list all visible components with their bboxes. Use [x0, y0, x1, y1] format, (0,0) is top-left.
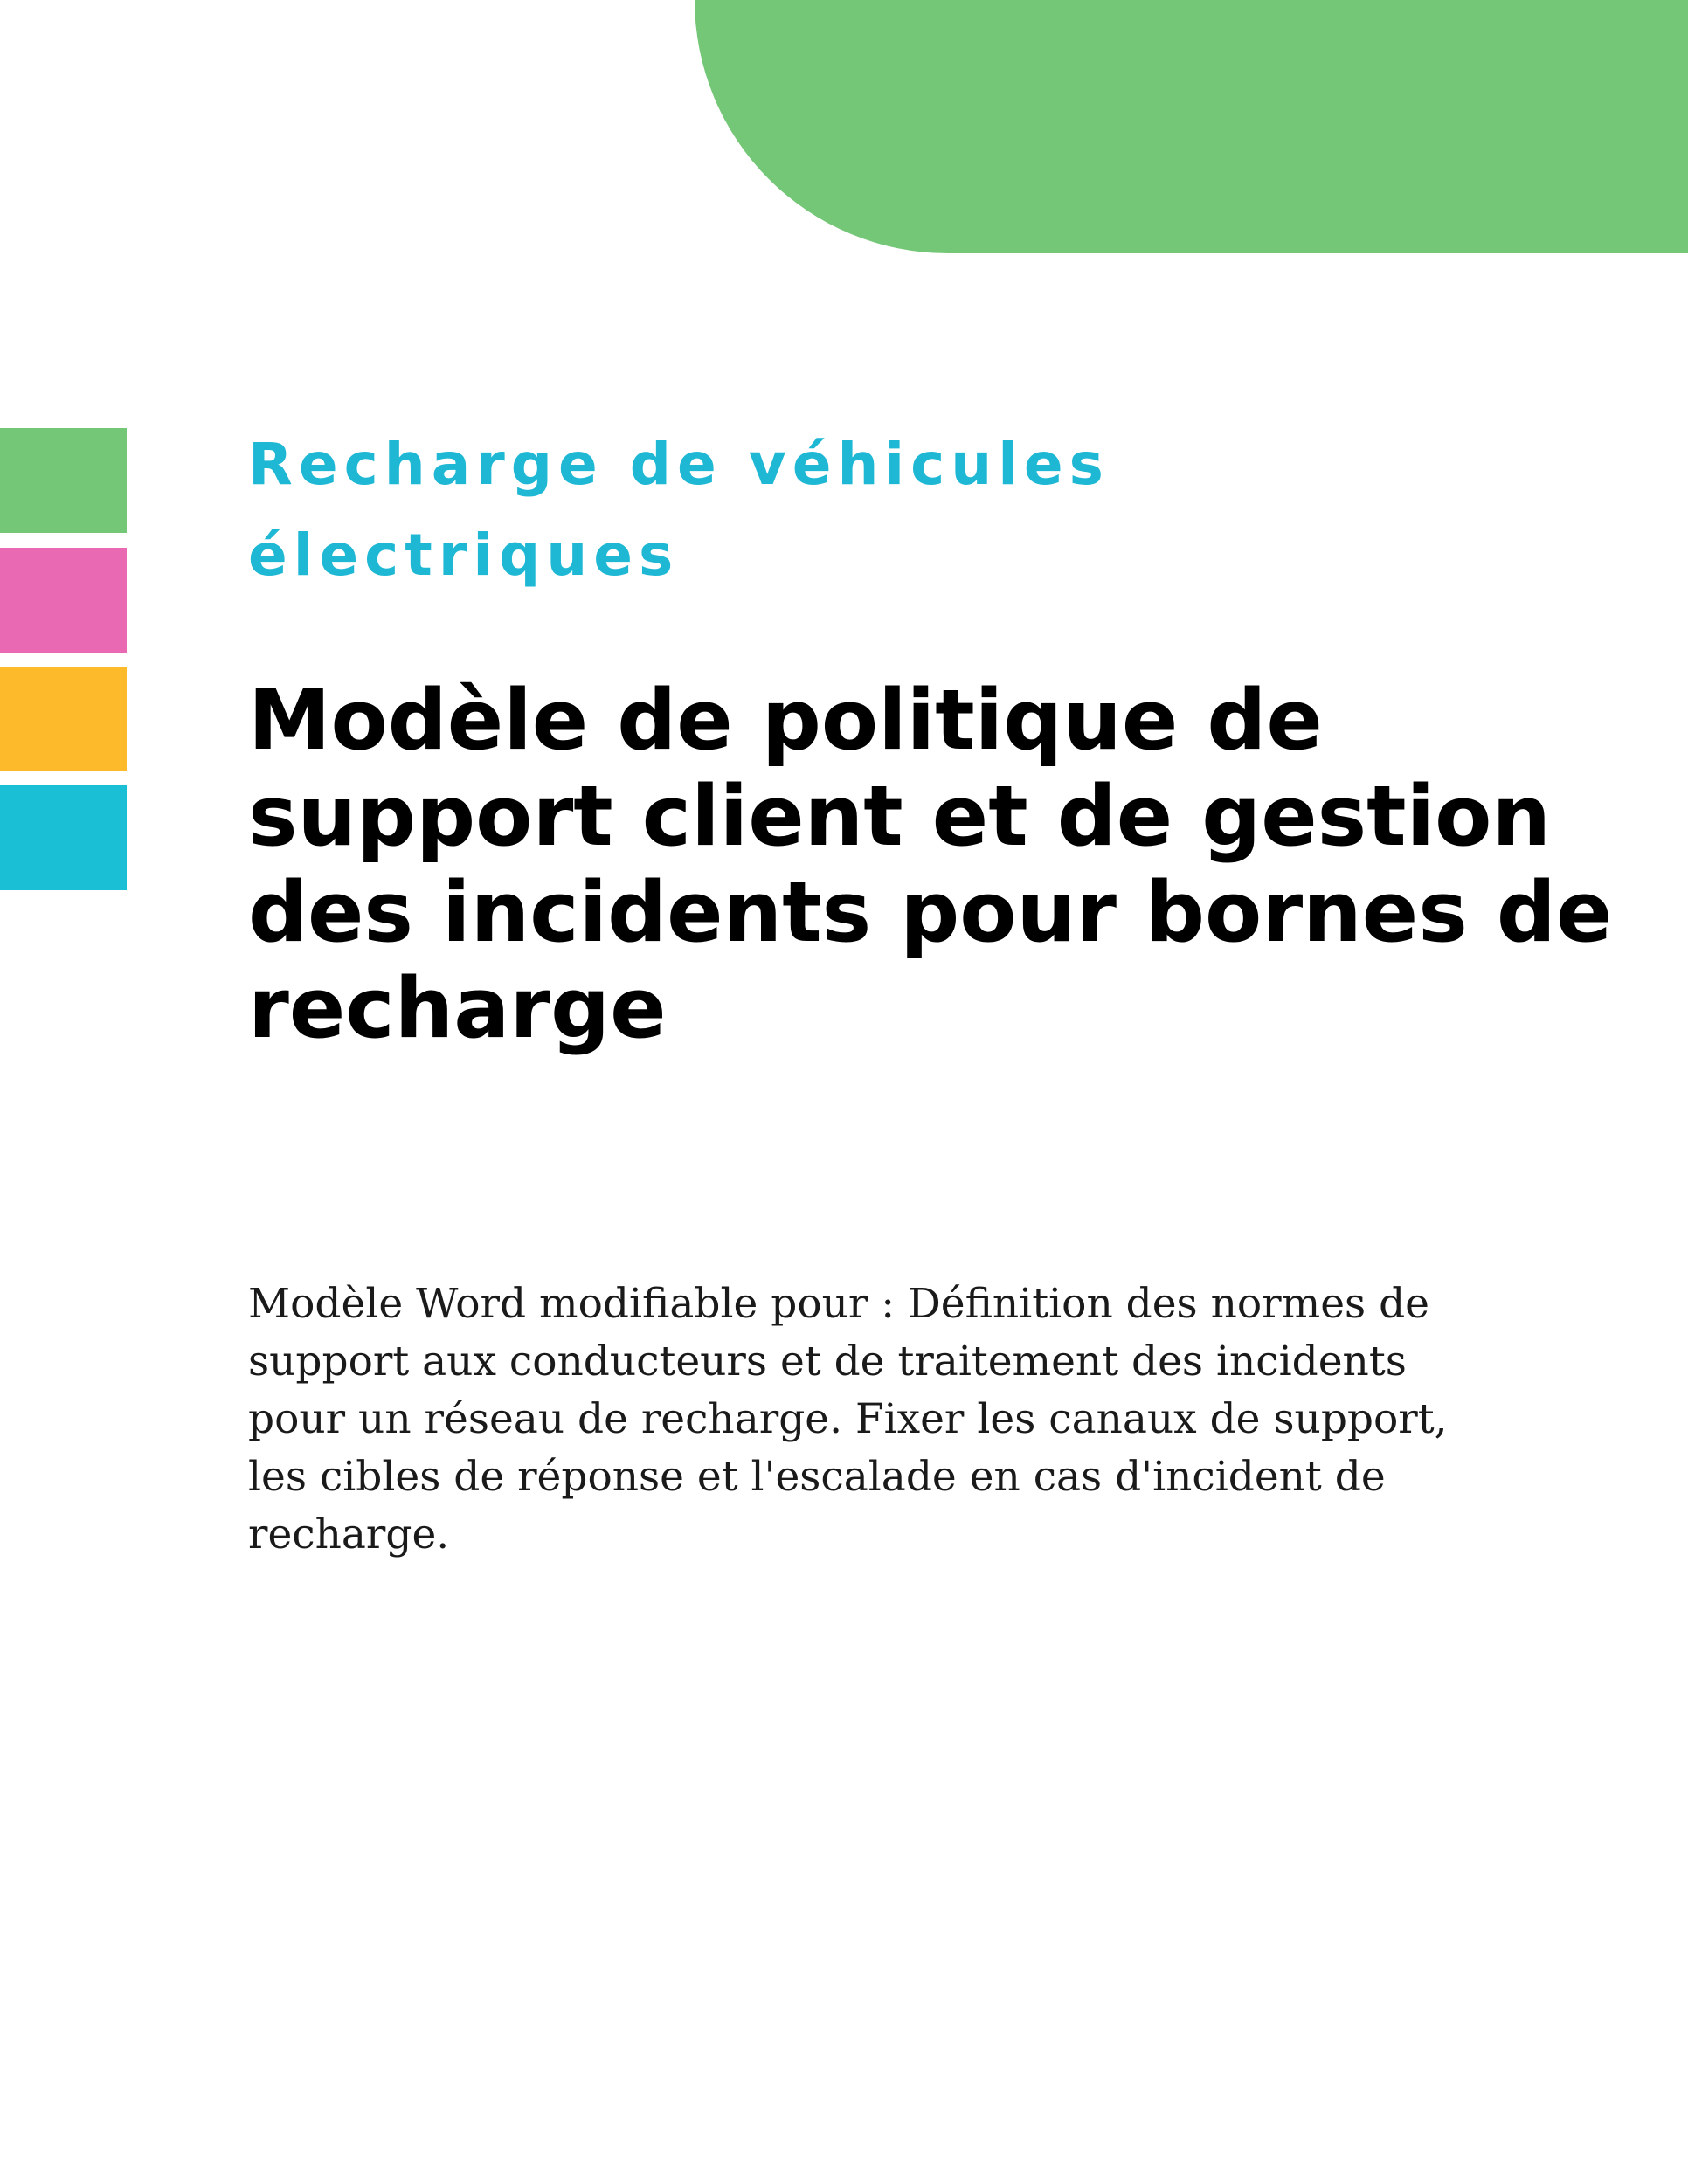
- top-green-decoration: [695, 0, 1688, 253]
- side-bar-yellow: [0, 667, 127, 771]
- side-bar-pink: [0, 548, 127, 653]
- side-bar-green: [0, 428, 127, 533]
- document-description: Modèle Word modifiable pour : Définition des normes de support aux conducteurs et de traitement des incidents pour un réseau de recharge. Fixer les canaux de support, les cibles de réponse et l'escalade en cas d'incident de recharge.: [248, 1280, 1448, 1559]
- side-bar-cyan: [0, 785, 127, 890]
- document-title: Modèle de politique de support client et de gestion des incidents pour bornes de recharge: [248, 673, 1613, 1057]
- document-subtitle: Recharge de véhicules électriques: [248, 431, 1110, 589]
